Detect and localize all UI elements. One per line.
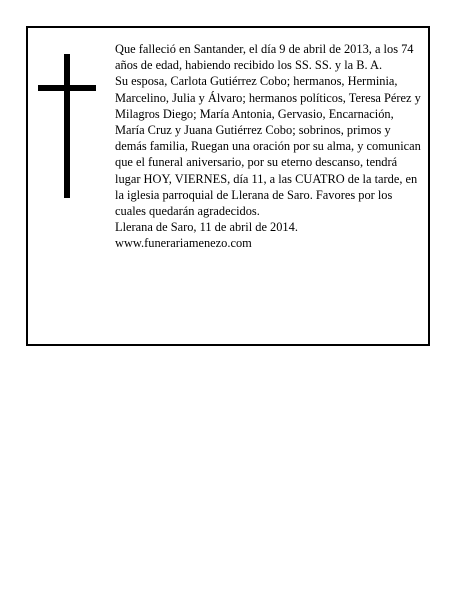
notice-body (115, 41, 425, 252)
place-and-date: Llerana de Saro, 11 de abril de 2014. (115, 220, 298, 235)
cross-horizontal-bar (38, 85, 96, 91)
funeral-home-website: www.funerariamenezo.com (115, 236, 252, 251)
obituary-notice (26, 26, 430, 346)
cross-vertical-bar (64, 54, 70, 198)
latin-cross-icon (38, 54, 96, 198)
family-and-funeral-details: Su esposa, Carlota Gutiérrez Cobo; hermanos, Herminia, Marcelino, Julia y Álvaro; hermanos políticos, Teresa Pérez y Milagros Diego; María Antonia, Gervasio, Encarnación, María Cruz y Juana Gutiérrez Cobo; sobrinos, primos y demás familia, Ruegan una oración por su alma, y comunican que el funeral aniversario, por su eterno descanso, tendrá lugar HOY, VIERNES, día 11, a las CUATRO de la tarde, en la iglesia parroquial de Llerana de Saro. Favores por los cuales quedarán agradecidos. (115, 74, 421, 219)
death-announcement: Que falleció en Santander, el día 9 de abril de 2013, a los 74 años de edad, habiendo recibido los SS. SS. y la B. A. (115, 42, 414, 73)
